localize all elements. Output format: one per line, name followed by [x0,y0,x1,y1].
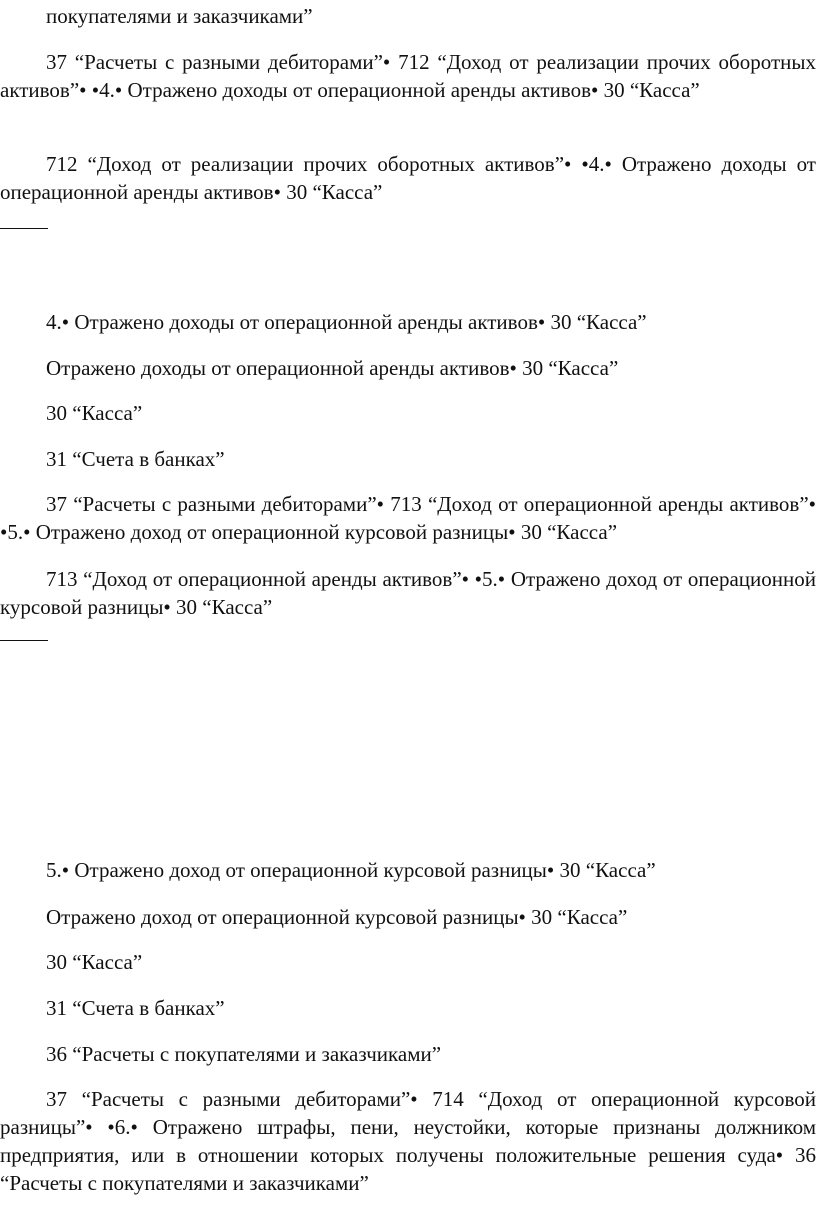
paragraph-item-5: 5.• Отражено доход от операционной курсовой разницы• 30 “Касса” [46,858,656,882]
footnote-separator-line [0,640,48,641]
paragraph-entry-37-713: 37 “Расчеты с разными дебиторами”• 713 “Доход от операционной аренды активов”• •5.• Отражено доход от операционной курсовой разницы• 30 “Касса” [0,492,816,544]
paragraph-item-4: 4.• Отражено доходы от операционной аренды активов• 30 “Касса” [46,310,647,334]
paragraph-account-30: 30 “Касса” [46,950,143,974]
footnote-separator-line [0,228,48,229]
paragraph-account-31: 31 “Счета в банках” [46,996,225,1020]
paragraph-account-31: 31 “Счета в банках” [46,447,225,471]
paragraph-item-4-text: Отражено доходы от операционной аренды активов• 30 “Касса” [46,356,619,380]
paragraph-continuation: покупателями и заказчиками” [46,4,313,28]
paragraph-entry-37-714: 37 “Расчеты с разными дебиторами”• 714 “Доход от операционной курсовой разницы”• •6.• Отражено штрафы, пени, неустойки, которые признаны должником предприятия, или в отношении которых получены положительные решения суда• 36 “Расчеты с покупателями и заказчиками” [0,1087,816,1195]
paragraph-item-5-text: Отражено доход от операционной курсовой разницы• 30 “Касса” [46,905,628,929]
paragraph-entry-713-5: 713 “Доход от операционной аренды активов”• •5.• Отражено доход от операционной курсовой разницы• 30 “Касса” [0,567,816,619]
paragraph-account-36: 36 “Расчеты с покупателями и заказчиками” [46,1042,442,1066]
paragraph-entry-712-4: 712 “Доход от реализации прочих оборотных активов”• •4.• Отражено доходы от операционной аренды активов• 30 “Касса” [0,152,816,204]
paragraph-account-30: 30 “Касса” [46,401,143,425]
paragraph-entry-37-712: 37 “Расчеты с разными дебиторами”• 712 “Доход от реализации прочих оборотных активов”• •4.• Отражено доходы от операционной аренды активов• 30 “Касса” [0,50,816,102]
